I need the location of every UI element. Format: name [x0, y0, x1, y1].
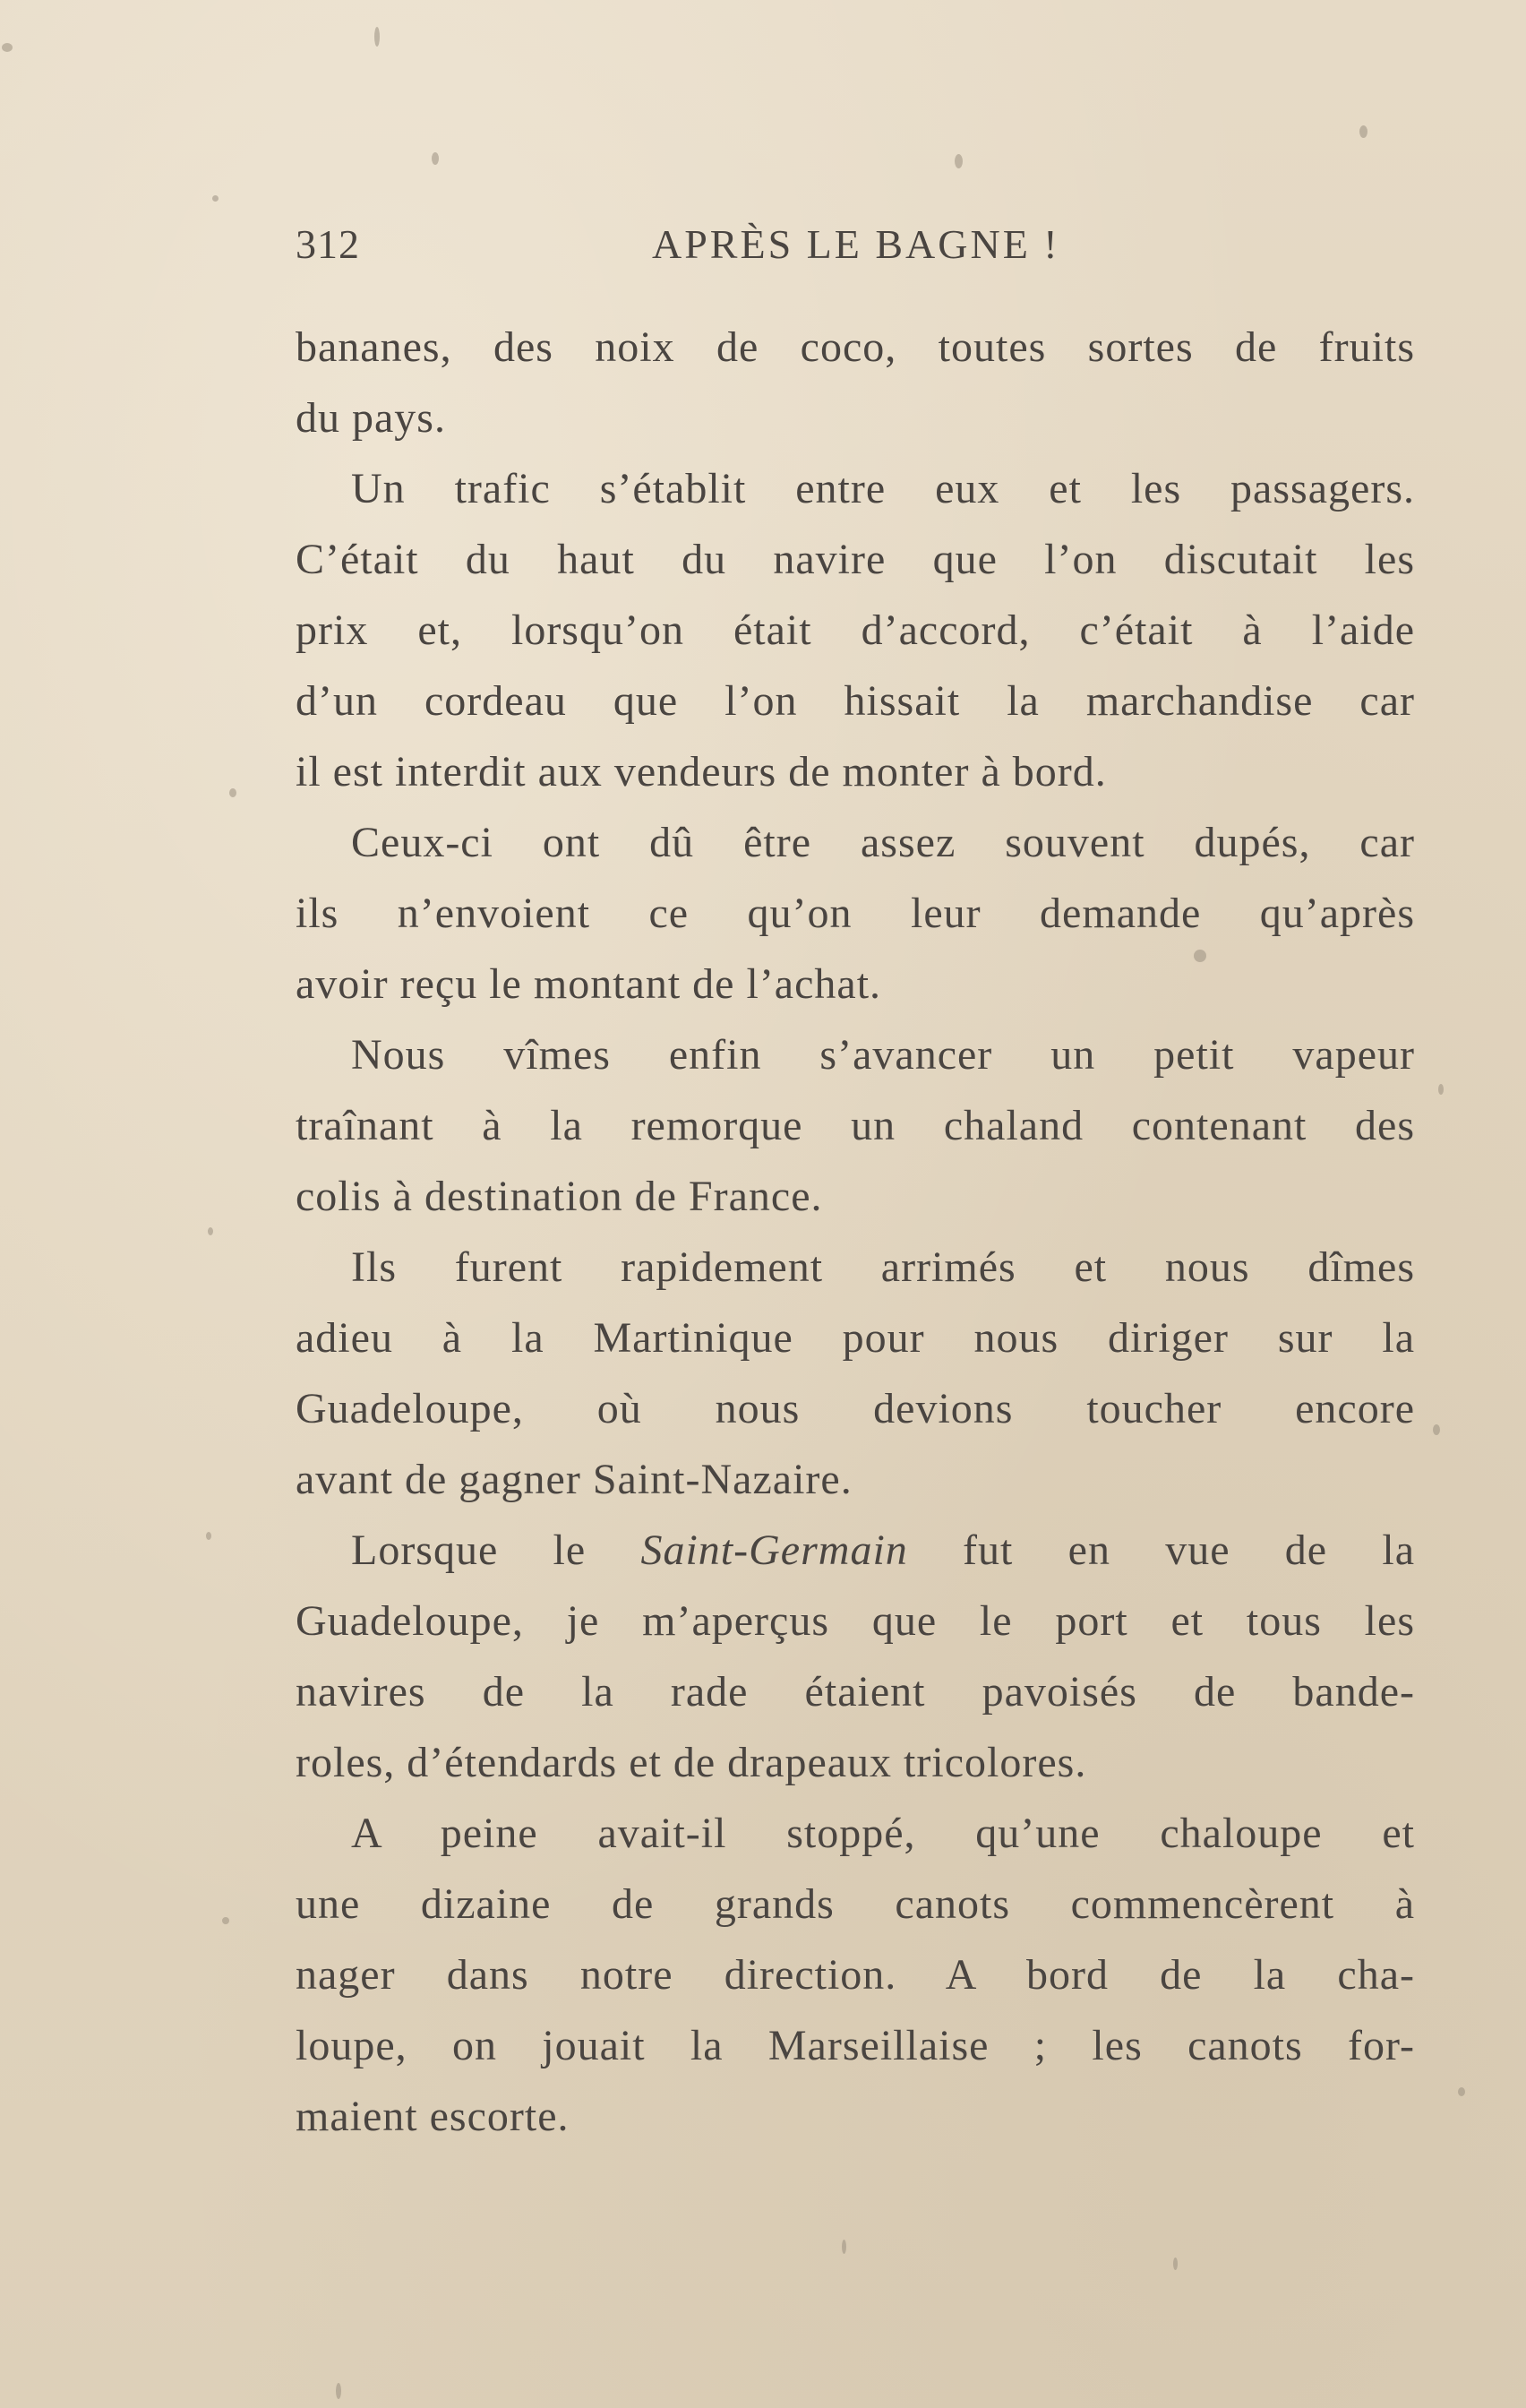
text-line: il est interdit aux vendeurs de monter à bord.: [296, 748, 1107, 796]
scan-speck: [1173, 2258, 1178, 2270]
scan-speck: [206, 1532, 211, 1540]
text-line: C’était du haut du navire que l’on discutait les: [296, 536, 1415, 583]
scan-speck: [842, 2240, 846, 2254]
text-line: bananes, des noix de coco, toutes sortes de fruits: [296, 323, 1415, 371]
text-line: [296, 1515, 1415, 1586]
scan-speck: [374, 27, 380, 47]
scan-speck: [1438, 1084, 1444, 1095]
running-title: APRÈS LE BAGNE !: [652, 221, 1060, 267]
text-line: maient escorte.: [296, 2093, 570, 2140]
text-line: roles, d’étendards et de drapeaux tricolores.: [296, 1739, 1087, 1786]
body-text: [296, 312, 1415, 2152]
text-line: avoir reçu le montant de l’achat.: [296, 960, 882, 1008]
text-line: A peine avait-il stoppé, qu’une chaloupe et: [351, 1810, 1415, 1857]
text-line: Guadeloupe, où nous devions toucher encore: [296, 1385, 1415, 1432]
page-header: [296, 220, 1415, 283]
scan-speck: [1359, 125, 1367, 138]
text-line: Guadeloupe, je m’aperçus que le port et tous les: [296, 1597, 1415, 1645]
text-line: du pays.: [296, 394, 446, 442]
scan-speck: [1433, 1424, 1440, 1435]
text-fragment: Lorsque le: [351, 1526, 641, 1574]
scan-speck: [212, 195, 219, 202]
text-line: nager dans notre direction. A bord de la cha-: [296, 1951, 1415, 1999]
text-line: traînant à la remorque un chaland contenant des: [296, 1102, 1415, 1149]
text-line: Nous vîmes enfin s’avancer un petit vapeur: [351, 1031, 1415, 1079]
scan-speck: [2, 43, 13, 52]
text-line: adieu à la Martinique pour nous diriger sur la: [296, 1314, 1415, 1362]
text-line: navires de la rade étaient pavoisés de bande-: [296, 1668, 1415, 1716]
text-fragment: fut en vue de la: [907, 1526, 1415, 1574]
page-number: 312: [296, 221, 360, 267]
text-line: Ceux-ci ont dû être assez souvent dupés, car: [351, 819, 1415, 866]
scan-speck: [208, 1227, 213, 1235]
text-line: Ils furent rapidement arrimés et nous dîmes: [351, 1243, 1415, 1291]
text-line: loupe, on jouait la Marseillaise ; les canots for-: [296, 2022, 1415, 2069]
text-line: prix et, lorsqu’on était d’accord, c’était à l’aide: [296, 606, 1415, 654]
scan-speck: [222, 1917, 229, 1924]
text-line: une dizaine de grands canots commencèrent à: [296, 1880, 1415, 1928]
ship-name: Saint-Germain: [640, 1526, 908, 1574]
text-line: avant de gagner Saint-Nazaire.: [296, 1456, 853, 1503]
text-line: Un trafic s’établit entre eux et les passagers.: [351, 465, 1415, 512]
scan-speck: [955, 154, 963, 168]
scan-speck: [336, 2383, 341, 2399]
scan-speck: [229, 788, 236, 797]
text-line: colis à destination de France.: [296, 1173, 823, 1220]
scan-speck: [432, 152, 439, 165]
text-line: ils n’envoient ce qu’on leur demande qu’après: [296, 890, 1415, 937]
text-line: d’un cordeau que l’on hissait la marchandise car: [296, 677, 1415, 725]
scan-speck: [1458, 2087, 1465, 2096]
